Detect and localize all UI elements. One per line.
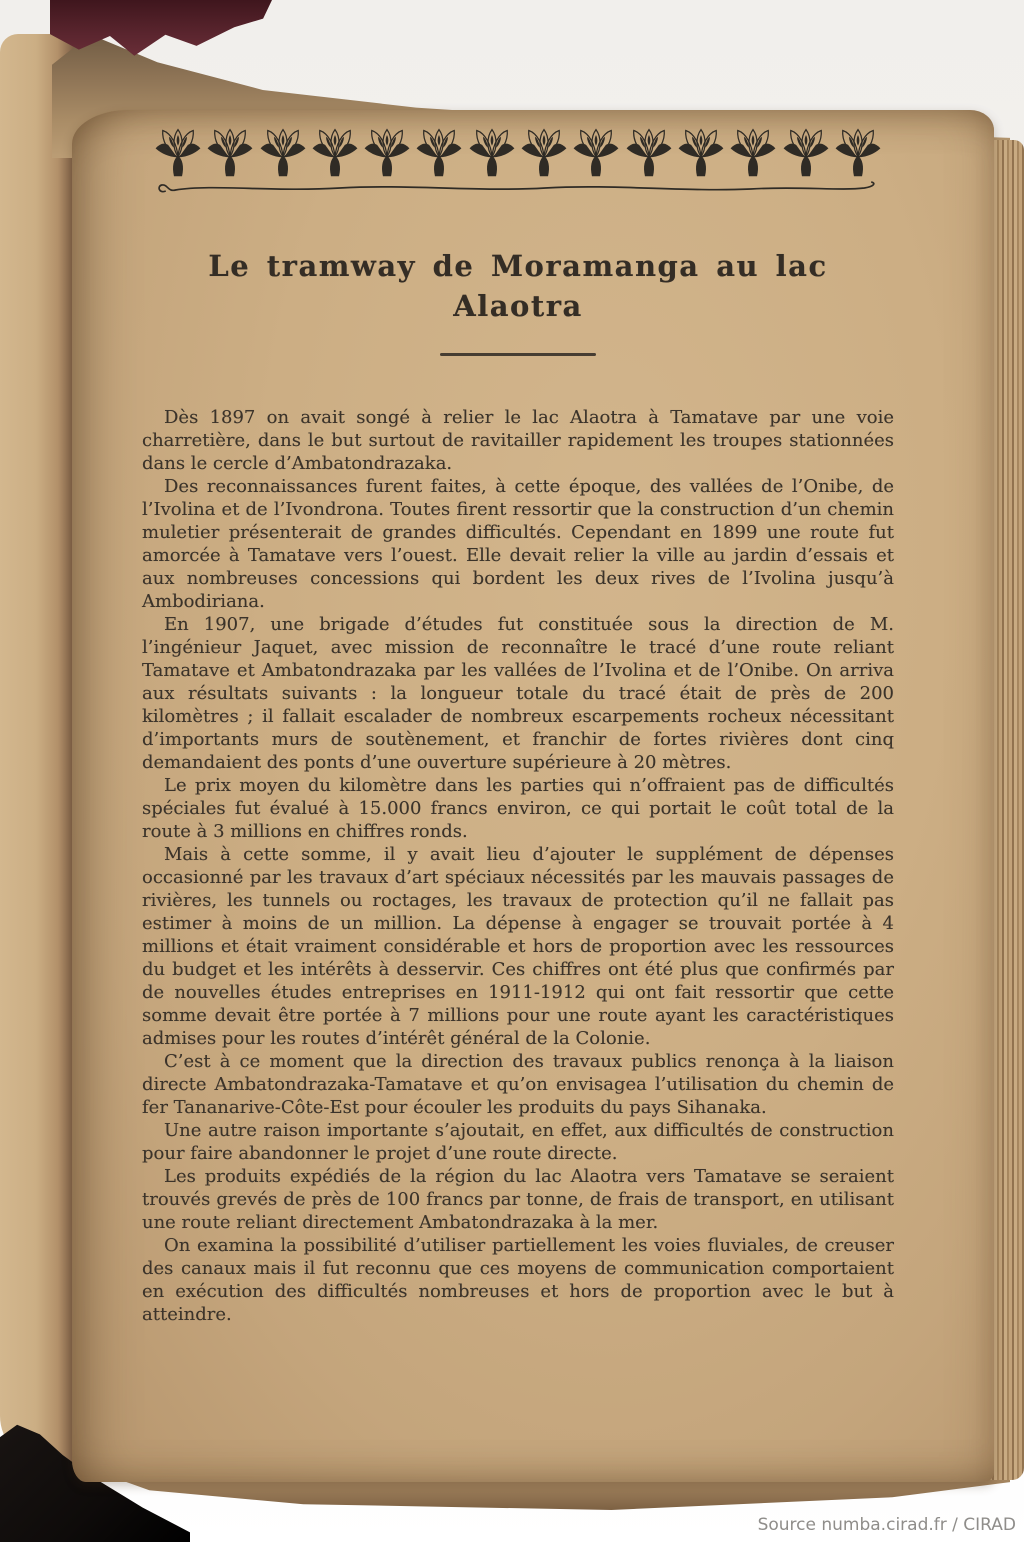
left-page-edge bbox=[0, 34, 80, 1462]
iris-flower-row bbox=[154, 126, 882, 178]
iris-flower-icon bbox=[206, 126, 254, 178]
book-page bbox=[72, 110, 994, 1482]
iris-flower-icon bbox=[154, 126, 202, 178]
title-divider bbox=[440, 353, 596, 356]
page-title: Le tramway de Moramanga au lac Alaotra bbox=[208, 249, 828, 323]
iris-flower-icon bbox=[572, 126, 620, 178]
paragraph: Des reconnaissances furent faites, à cette époque, des vallées de l’Onibe, de l’Ivolina et de l’Ivondrona. Toutes firent ressortir que la construction d’un chemin muletier présenterait de grandes difficultés. Cependant en 1899 une route fut amorcée à Tamatave vers l’ouest. Elle devait relier la ville au jardin d’essais et aux nombreuses concessions qui bordent les deux rives de l’Ivolina jusqu’à Ambodiriana. bbox=[142, 476, 894, 612]
body-text bbox=[142, 406, 894, 1326]
iris-flower-icon bbox=[520, 126, 568, 178]
iris-flower-icon bbox=[834, 126, 882, 178]
source-watermark: Source numba.cirad.fr / CIRAD bbox=[757, 1515, 1016, 1535]
iris-flower-icon bbox=[468, 126, 516, 178]
paragraph: On examina la possibilité d’utiliser partiellement les voies fluviales, de creuser des canaux mais il fut reconnu que ces moyens de communication comportaient en exécution des difficultés nombreuses et hors de proportion avec le but à atteindre. bbox=[142, 1235, 894, 1325]
iris-flower-icon bbox=[311, 126, 359, 178]
iris-flower-icon bbox=[259, 126, 307, 178]
paragraph: Le prix moyen du kilomètre dans les parties qui n’offraient pas de difficultés spéciales fut évalué à 15.000 francs environ, ce qui portait le coût total de la route à 3 millions en chiffres ronds. bbox=[142, 775, 894, 842]
iris-flower-icon bbox=[415, 126, 463, 178]
iris-flower-icon bbox=[625, 126, 673, 178]
iris-flower-icon bbox=[677, 126, 725, 178]
iris-flower-icon bbox=[782, 126, 830, 178]
paragraph: En 1907, une brigade d’études fut constituée sous la direction de M. l’ingénieur Jaquet, avec mission de reconnaître le tracé d’une route reliant Tamatave et Ambatondrazaka par les vallées de l’Ivolina et de l’Onibe. On arriva aux résultats suivants : la longueur totale du tracé était de près de 200 kilomètres ; il fallait escalader de nombreux escarpements rocheux nécessitant d’importants murs de soutènement, et franchir de fortes rivières dont cinq demandaient des ponts d’une ouverture supérieure à 20 mètres. bbox=[142, 614, 894, 773]
paragraph: Dès 1897 on avait songé à relier le lac Alaotra à Tamatave par une voie charretière, dans le but surtout de ravitailler rapidement les troupes stationnées dans le cercle d’Ambatondrazaka. bbox=[142, 407, 894, 474]
paragraph: C’est à ce moment que la direction des travaux publics renonça à la liaison directe Ambatondrazaka-Tamatave et qu’on envisagea l’utilisation du chemin de fer Tananarive-Côte-Est pour écouler les produits du pays Sihanaka. bbox=[142, 1051, 894, 1118]
wavy-rule-icon bbox=[154, 180, 882, 196]
paragraph: Une autre raison importante s’ajoutait, en effet, aux difficultés de construction pour faire abandonner le projet d’une route directe. bbox=[142, 1120, 894, 1164]
paragraph: Mais à cette somme, il y avait lieu d’ajouter le supplément de dépenses occasionné par les travaux d’art spéciaux nécessités par les mauvais passages de rivières, les tunnels ou roctages, les travaux de protection qu’il ne fallait pas estimer à moins de un million. La dépense à engager se trouvait portée à 4 millions et était vraiment considérable et hors de proportion avec les ressources du budget et les intérêts à desservir. Ces chiffres ont été plus que confirmés par de nouvelles études entreprises en 1911-1912 qui ont fait ressortir que cette somme devait être portée à 7 millions pour une route ayant les caractéristiques admises pour les routes d’intérêt général de la Colonie. bbox=[142, 844, 894, 1049]
iris-flower-icon bbox=[363, 126, 411, 178]
paragraph: Les produits expédiés de la région du lac Alaotra vers Tamatave se seraient trouvés grevés de près de 100 francs par tonne, de frais de transport, en utilisant une route reliant directement Ambatondrazaka à la mer. bbox=[142, 1166, 894, 1233]
page-content bbox=[142, 126, 894, 1326]
iris-flower-icon bbox=[729, 126, 777, 178]
floral-ornament-border bbox=[154, 126, 882, 196]
